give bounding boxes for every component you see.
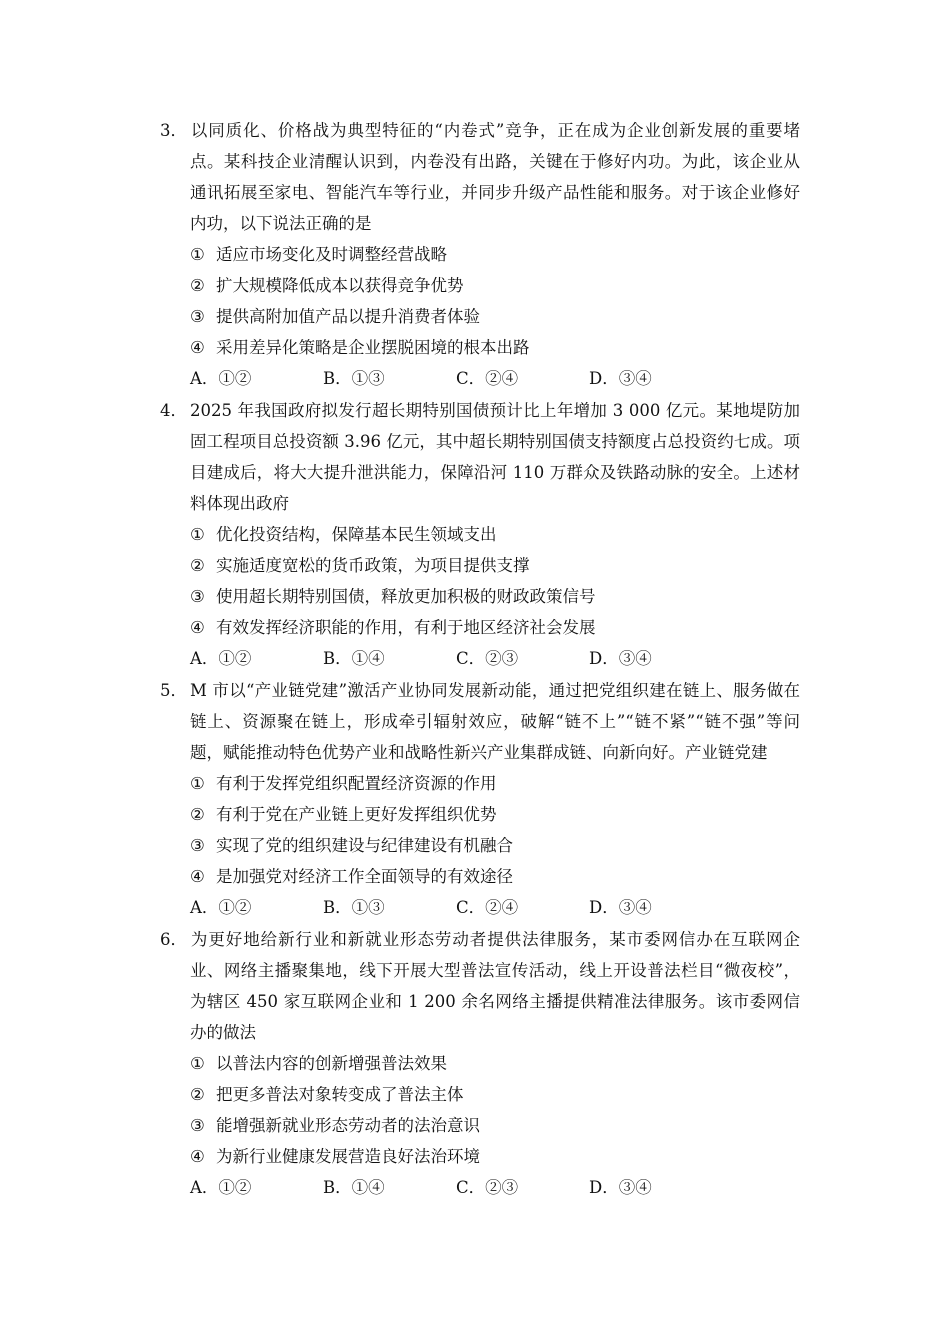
statement-mark: ③ bbox=[190, 1116, 205, 1135]
choice-d: D．③④ bbox=[589, 1178, 652, 1197]
question-number: 6． bbox=[160, 930, 187, 949]
statement-text: 以普法内容的创新增强普法效果 bbox=[216, 1054, 447, 1073]
answer-choices bbox=[160, 1172, 800, 1203]
statement-4 bbox=[160, 612, 800, 643]
question-stem bbox=[160, 675, 800, 768]
statement-text: 实施适度宽松的货币政策，为项目提供支撑 bbox=[216, 556, 530, 575]
statement-1 bbox=[160, 239, 800, 270]
choice-a: A．①② bbox=[190, 649, 252, 668]
question-4 bbox=[160, 395, 800, 674]
statement-text: 适应市场变化及时调整经营战略 bbox=[216, 245, 447, 264]
choice-a: A．①② bbox=[190, 369, 252, 388]
statement-mark: ① bbox=[190, 525, 205, 544]
choice-a: A．①② bbox=[190, 1178, 252, 1197]
choice-d: D．③④ bbox=[589, 649, 652, 668]
question-stem bbox=[160, 924, 800, 1048]
statement-mark: ④ bbox=[190, 618, 205, 637]
statement-4 bbox=[160, 861, 800, 892]
statement-mark: ② bbox=[190, 556, 205, 575]
statement-2 bbox=[160, 799, 800, 830]
choice-b: B．①④ bbox=[323, 649, 385, 668]
statement-mark: ① bbox=[190, 245, 205, 264]
question-number: 5． bbox=[160, 681, 187, 700]
statement-text: 有利于发挥党组织配置经济资源的作用 bbox=[216, 774, 497, 793]
statement-text: 优化投资结构，保障基本民生领域支出 bbox=[216, 525, 497, 544]
question-text: M 市以“产业链党建”激活产业协同发展新动能，通过把党组织建在链上、服务做在链上、资源聚在链上，形成牵引辐射效应，破解“链不上”“链不紧”“链不强”等问题，赋能推动特色优势产业和战略性新兴产业集群成链、向新向好。产业链党建 bbox=[190, 681, 800, 762]
question-3 bbox=[160, 115, 800, 394]
choice-c: C．②③ bbox=[456, 1178, 519, 1197]
question-text: 以同质化、价格战为典型特征的“内卷式”竞争，正在成为企业创新发展的重要堵点。某科技企业清醒认识到，内卷没有出路，关键在于修好内功。为此，该企业从通讯拓展至家电、智能汽车等行业，并同步升级产品性能和服务。对于该企业修好内功，以下说法正确的是 bbox=[190, 121, 800, 233]
statement-text: 能增强新就业形态劳动者的法治意识 bbox=[216, 1116, 480, 1135]
statement-mark: ③ bbox=[190, 307, 205, 326]
statement-mark: ③ bbox=[190, 587, 205, 606]
statement-1 bbox=[160, 519, 800, 550]
question-number: 4． bbox=[160, 401, 187, 420]
question-5 bbox=[160, 675, 800, 923]
answer-choices bbox=[160, 892, 800, 923]
choice-b: B．①④ bbox=[323, 1178, 385, 1197]
statement-3 bbox=[160, 301, 800, 332]
statement-4 bbox=[160, 332, 800, 363]
statement-1 bbox=[160, 768, 800, 799]
statement-2 bbox=[160, 1079, 800, 1110]
statement-text: 把更多普法对象转变成了普法主体 bbox=[216, 1085, 464, 1104]
choice-b: B．①③ bbox=[323, 369, 385, 388]
statement-text: 为新行业健康发展营造良好法治环境 bbox=[216, 1147, 480, 1166]
statement-text: 采用差异化策略是企业摆脱困境的根本出路 bbox=[216, 338, 530, 357]
statement-mark: ① bbox=[190, 1054, 205, 1073]
choice-d: D．③④ bbox=[589, 369, 652, 388]
statement-2 bbox=[160, 270, 800, 301]
question-stem bbox=[160, 395, 800, 519]
question-stem bbox=[160, 115, 800, 239]
answer-choices bbox=[160, 363, 800, 394]
statement-mark: ① bbox=[190, 774, 205, 793]
statement-3 bbox=[160, 581, 800, 612]
statement-mark: ③ bbox=[190, 836, 205, 855]
statement-3 bbox=[160, 1110, 800, 1141]
choice-d: D．③④ bbox=[589, 898, 652, 917]
question-number: 3． bbox=[160, 121, 187, 140]
choice-a: A．①② bbox=[190, 898, 252, 917]
statement-mark: ② bbox=[190, 1085, 205, 1104]
statement-text: 使用超长期特别国债，释放更加积极的财政政策信号 bbox=[216, 587, 596, 606]
statement-text: 有利于党在产业链上更好发挥组织优势 bbox=[216, 805, 497, 824]
statement-text: 实现了党的组织建设与纪律建设有机融合 bbox=[216, 836, 513, 855]
choice-c: C．②④ bbox=[456, 369, 519, 388]
answer-choices bbox=[160, 643, 800, 674]
statement-mark: ④ bbox=[190, 338, 205, 357]
statement-mark: ② bbox=[190, 276, 205, 295]
question-6 bbox=[160, 924, 800, 1203]
statement-3 bbox=[160, 830, 800, 861]
statement-1 bbox=[160, 1048, 800, 1079]
statement-mark: ② bbox=[190, 805, 205, 824]
statement-2 bbox=[160, 550, 800, 581]
statement-mark: ④ bbox=[190, 1147, 205, 1166]
statement-text: 扩大规模降低成本以获得竞争优势 bbox=[216, 276, 464, 295]
question-text: 2025 年我国政府拟发行超长期特别国债预计比上年增加 3 000 亿元。某地堤防加固工程项目总投资额 3.96 亿元，其中超长期特别国债支持额度占总投资约七成。项目建成后，将大大提升泄洪能力，保障沿河 110 万群众及铁路动脉的安全。上述材料体现出政府 bbox=[190, 401, 800, 513]
choice-c: C．②③ bbox=[456, 649, 519, 668]
choice-c: C．②④ bbox=[456, 898, 519, 917]
question-text: 为更好地给新行业和新就业形态劳动者提供法律服务，某市委网信办在互联网企业、网络主播聚集地，线下开展大型普法宣传活动，线上开设普法栏目“微夜校”，为辖区 450 家互联网企业和 1 200 余名网络主播提供精准法律服务。该市委网信办的做法 bbox=[190, 930, 800, 1042]
statement-mark: ④ bbox=[190, 867, 205, 886]
statement-text: 提供高附加值产品以提升消费者体验 bbox=[216, 307, 480, 326]
choice-b: B．①③ bbox=[323, 898, 385, 917]
statement-4 bbox=[160, 1141, 800, 1172]
statement-text: 有效发挥经济职能的作用，有利于地区经济社会发展 bbox=[216, 618, 596, 637]
statement-text: 是加强党对经济工作全面领导的有效途径 bbox=[216, 867, 513, 886]
